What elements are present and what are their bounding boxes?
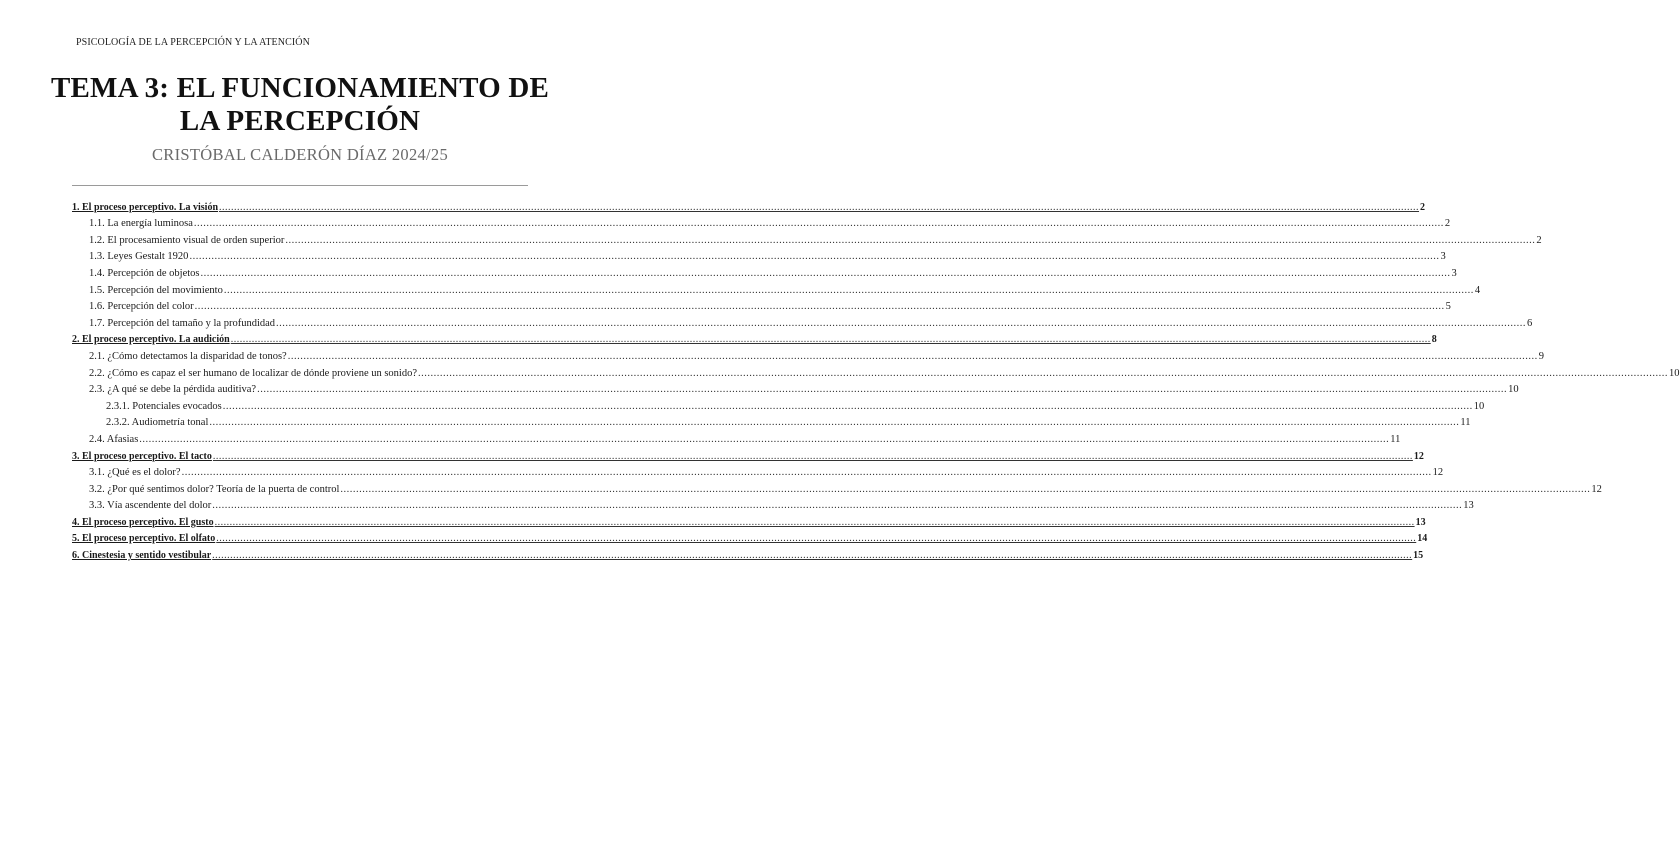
toc-entry-label: 2.4. Afasias bbox=[89, 433, 139, 445]
toc-entry-page: 3 bbox=[1451, 267, 1457, 279]
toc-dot-leader: ................................................................................................................................................................................................................................................................................................................................................................................................................ bbox=[257, 384, 1508, 396]
toc-entry-page: 12 bbox=[1432, 467, 1444, 479]
toc-dot-leader: ................................................................................................................................................................................................................................................................................................................................................................................................................ bbox=[219, 201, 1420, 213]
toc-dot-leader: ................................................................................................................................................................................................................................................................................................................................................................................................................ bbox=[212, 450, 1413, 462]
toc-entry[interactable] bbox=[72, 479, 1602, 496]
toc-entry[interactable] bbox=[72, 396, 1485, 413]
toc-entry[interactable] bbox=[72, 496, 1474, 513]
toc-entry-label: 1.5. Percepción del movimiento bbox=[89, 284, 223, 296]
toc-entry[interactable] bbox=[72, 297, 1451, 314]
toc-dot-leader: ................................................................................................................................................................................................................................................................................................................................................................................................................ bbox=[209, 417, 1460, 429]
toc-entry-label: 6. Cinestesia y sentido vestibular bbox=[72, 550, 212, 562]
toc-entry-page: 14 bbox=[1417, 533, 1428, 545]
toc-entry[interactable] bbox=[72, 230, 1542, 247]
toc-entry-page: 12 bbox=[1591, 483, 1602, 495]
toc-entry[interactable] bbox=[72, 263, 1457, 280]
toc-dot-leader: ................................................................................................................................................................................................................................................................................................................................................................................................................ bbox=[200, 267, 1451, 279]
toc-dot-leader: ................................................................................................................................................................................................................................................................................................................................................................................................................ bbox=[418, 367, 1669, 379]
toc-entry-label: 1.7. Percepción del tamaño y la profundidad bbox=[89, 317, 276, 329]
toc-entry-page: 2 bbox=[1420, 201, 1426, 213]
toc-entry-label: 3.3. Vía ascendente del dolor bbox=[89, 500, 212, 512]
toc-dot-leader: ................................................................................................................................................................................................................................................................................................................................................................................................................ bbox=[276, 317, 1527, 329]
toc-entry[interactable] bbox=[72, 446, 1424, 463]
toc-entry[interactable] bbox=[72, 346, 1544, 363]
toc-entry-page: 10 bbox=[1508, 384, 1519, 396]
table-of-contents bbox=[72, 197, 1680, 562]
toc-entry[interactable] bbox=[72, 247, 1446, 264]
toc-entry-page: 2 bbox=[1444, 218, 1451, 230]
toc-dot-leader: ................................................................................................................................................................................................................................................................................................................................................................................................................ bbox=[181, 467, 1432, 479]
toc-entry-label: 1.2. El procesamiento visual de orden superior bbox=[89, 234, 285, 246]
toc-dot-leader: ................................................................................................................................................................................................................................................................................................................................................................................................................ bbox=[193, 218, 1444, 230]
toc-entry[interactable] bbox=[72, 413, 1471, 430]
toc-entry-label: 1.1. La energía luminosa bbox=[89, 218, 193, 230]
toc-entry-page: 10 bbox=[1473, 400, 1485, 412]
toc-entry-label: 3.1. ¿Qué es el dolor? bbox=[89, 467, 181, 479]
toc-entry[interactable] bbox=[72, 429, 1401, 446]
toc-entry[interactable] bbox=[72, 197, 1426, 214]
toc-entry[interactable] bbox=[72, 529, 1428, 546]
author-line: CRISTÓBAL CALDERÓN DÍAZ 2024/25 bbox=[151, 145, 449, 164]
toc-entry-page: 8 bbox=[1431, 334, 1437, 346]
toc-entry-label: 2.3.2. Audiometría tonal bbox=[106, 417, 209, 429]
title-divider bbox=[72, 185, 528, 186]
toc-entry[interactable] bbox=[72, 463, 1444, 480]
toc-entry[interactable] bbox=[72, 363, 1680, 380]
toc-dot-leader: ................................................................................................................................................................................................................................................................................................................................................................................................................ bbox=[223, 284, 1474, 296]
toc-entry-page: 5 bbox=[1445, 301, 1451, 313]
toc-entry-label: 1.6. Percepción del color bbox=[89, 301, 194, 313]
toc-entry[interactable] bbox=[72, 545, 1424, 562]
toc-entry-label: 3. El proceso perceptivo. El tacto bbox=[72, 450, 212, 462]
toc-dot-leader: ................................................................................................................................................................................................................................................................................................................................................................................................................ bbox=[212, 550, 1413, 562]
toc-dot-leader: ................................................................................................................................................................................................................................................................................................................................................................................................................ bbox=[340, 483, 1591, 495]
toc-entry-page: 10 bbox=[1669, 367, 1680, 379]
toc-entry-page: 9 bbox=[1538, 350, 1544, 362]
running-header: PSICOLOGÍA DE LA PERCEPCIÓN Y LA ATENCIÓN bbox=[76, 37, 310, 48]
toc-entry-page: 6 bbox=[1527, 317, 1533, 329]
toc-dot-leader: ................................................................................................................................................................................................................................................................................................................................................................................................................ bbox=[222, 400, 1473, 412]
toc-entry-label: 4. El proceso perceptivo. El gusto bbox=[72, 516, 214, 528]
page-title bbox=[0, 72, 600, 138]
toc-dot-leader: ................................................................................................................................................................................................................................................................................................................................................................................................................ bbox=[194, 301, 1445, 313]
toc-entry-label: 2.1. ¿Cómo detectamos la disparidad de tonos? bbox=[89, 350, 287, 362]
toc-entry-label: 1.4. Percepción de objetos bbox=[89, 267, 200, 279]
toc-entry-label: 2. El proceso perceptivo. La audición bbox=[72, 334, 230, 346]
toc-dot-leader: ................................................................................................................................................................................................................................................................................................................................................................................................................ bbox=[214, 516, 1415, 528]
toc-dot-leader: ................................................................................................................................................................................................................................................................................................................................................................................................................ bbox=[212, 500, 1463, 512]
toc-entry[interactable] bbox=[72, 214, 1451, 231]
title-line-2: LA PERCEPCIÓN bbox=[179, 105, 421, 137]
toc-entry-page: 11 bbox=[1460, 417, 1471, 429]
toc-entry-page: 15 bbox=[1413, 550, 1424, 562]
toc-entry-page: 11 bbox=[1390, 433, 1401, 445]
toc-entry-label: 2.3.1. Potenciales evocados bbox=[106, 400, 222, 412]
toc-entry[interactable] bbox=[72, 330, 1437, 347]
toc-entry-page: 2 bbox=[1536, 234, 1542, 246]
toc-dot-leader: ................................................................................................................................................................................................................................................................................................................................................................................................................ bbox=[287, 350, 1538, 362]
toc-entry-page: 13 bbox=[1463, 500, 1474, 512]
toc-entry-page: 13 bbox=[1415, 516, 1426, 528]
toc-entry-page: 4 bbox=[1474, 284, 1481, 296]
toc-entry-label: 1. El proceso perceptivo. La visión bbox=[72, 201, 219, 213]
toc-entry[interactable] bbox=[72, 380, 1519, 397]
toc-entry-label: 3.2. ¿Por qué sentimos dolor? Teoría de la puerta de control bbox=[89, 483, 340, 495]
toc-entry[interactable] bbox=[72, 280, 1481, 297]
toc-entry[interactable] bbox=[72, 512, 1426, 529]
toc-entry[interactable] bbox=[72, 313, 1533, 330]
toc-dot-leader: ................................................................................................................................................................................................................................................................................................................................................................................................................ bbox=[139, 433, 1390, 445]
title-line-1: TEMA 3: EL FUNCIONAMIENTO DE bbox=[50, 72, 550, 104]
toc-dot-leader: ................................................................................................................................................................................................................................................................................................................................................................................................................ bbox=[285, 234, 1536, 246]
toc-dot-leader: ................................................................................................................................................................................................................................................................................................................................................................................................................ bbox=[216, 533, 1417, 545]
toc-entry-label: 5. El proceso perceptivo. El olfato bbox=[72, 533, 216, 545]
toc-entry-page: 12 bbox=[1413, 450, 1424, 462]
toc-entry-page: 3 bbox=[1440, 251, 1446, 263]
toc-entry-label: 2.3. ¿A qué se debe la pérdida auditiva? bbox=[89, 384, 257, 396]
toc-entry-label: 2.2. ¿Cómo es capaz el ser humano de localizar de dónde proviene un sonido? bbox=[89, 367, 418, 379]
toc-entry-label: 1.3. Leyes Gestalt 1920 bbox=[89, 251, 189, 263]
toc-dot-leader: ................................................................................................................................................................................................................................................................................................................................................................................................................ bbox=[230, 334, 1431, 346]
toc-dot-leader: ................................................................................................................................................................................................................................................................................................................................................................................................................ bbox=[189, 251, 1440, 263]
